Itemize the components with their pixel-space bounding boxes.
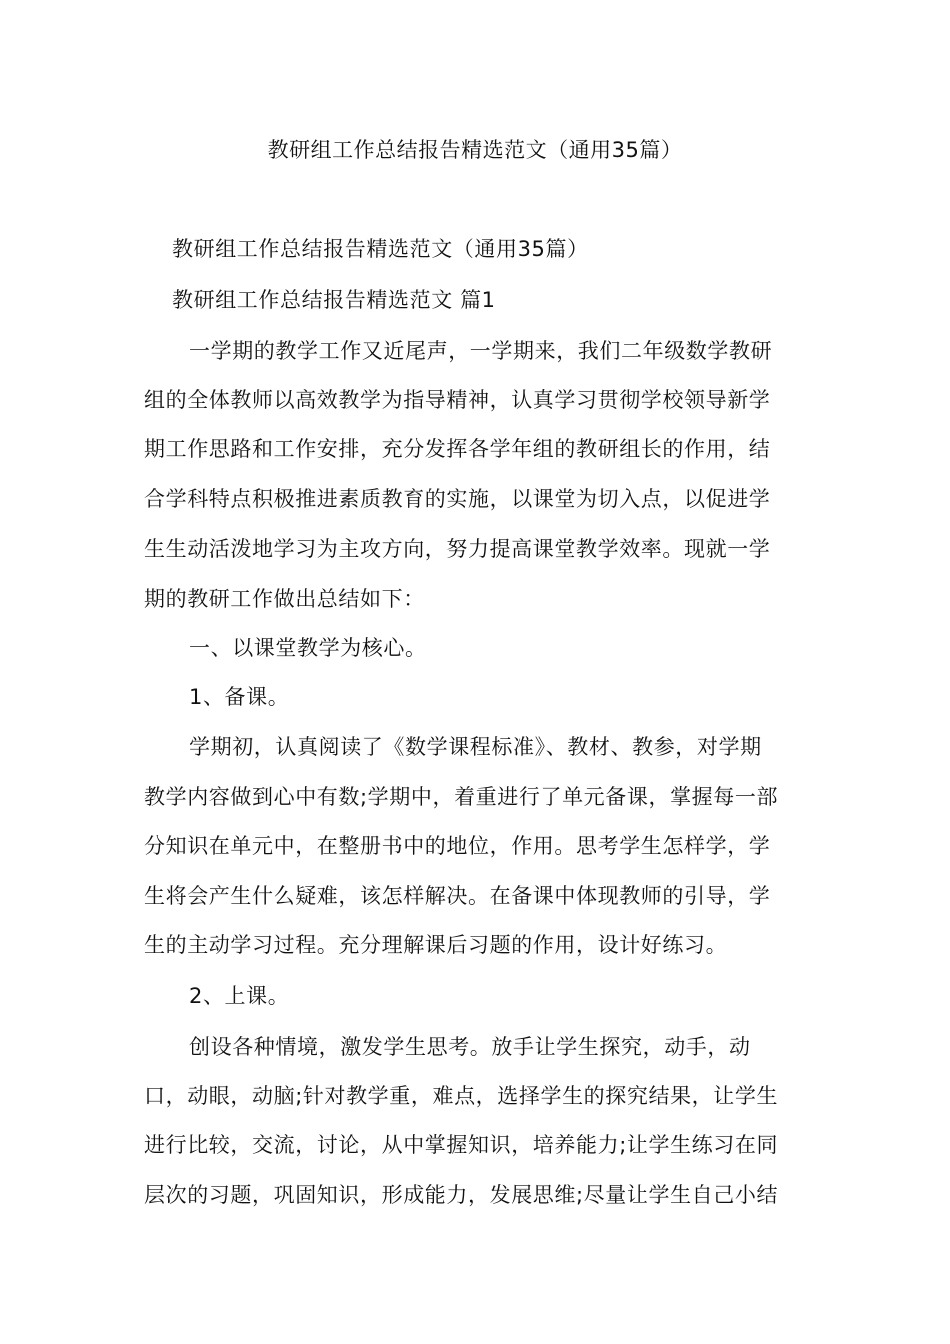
paragraph-line: 期工作思路和工作安排，充分发挥各学年组的教研组长的作用，结 (144, 437, 771, 461)
document-subtitle: 教研组工作总结报告精选范文（通用35篇） (172, 237, 589, 261)
paragraph-line: 分知识在单元中，在整册书中的地位，作用。思考学生怎样学，学 (144, 834, 771, 858)
paragraph-line: 创设各种情境，激发学生思考。放手让学生探究，动手，动 (189, 1035, 751, 1059)
paragraph-line: 期的教研工作做出总结如下： (144, 587, 425, 611)
paragraph-line: 口，动眼，动脑;针对教学重，难点，选择学生的探究结果，让学生 (144, 1084, 779, 1108)
section-heading: 教研组工作总结报告精选范文 篇1 (172, 288, 496, 312)
paragraph-line: 生的主动学习过程。充分理解课后习题的作用，设计好练习。 (144, 933, 728, 957)
paragraph-line: 合学科特点积极推进素质教育的实施，以课堂为切入点，以促进学 (144, 487, 771, 511)
paragraph-line: 教学内容做到心中有数;学期中，着重进行了单元备课，掌握每一部 (144, 785, 779, 809)
paragraph-line: 学期初，认真阅读了《数学课程标准》、教材、教参，对学期 (189, 735, 762, 759)
subsection-item: 1、备课。 (189, 685, 290, 709)
paragraph-line: 层次的习题，巩固知识，形成能力，发展思维;尽量让学生自己小结 (144, 1183, 779, 1207)
paragraph-line: 进行比较，交流，讨论，从中掌握知识，培养能力;让学生练习在同 (144, 1133, 779, 1157)
paragraph-line: 组的全体教师以高效教学为指导精神，认真学习贯彻学校领导新学 (144, 388, 771, 412)
subsection-item: 2、上课。 (189, 984, 290, 1008)
document-title: 教研组工作总结报告精选范文（通用35篇） (267, 138, 683, 162)
paragraph-line: 生生动活泼地学习为主攻方向，努力提高课堂教学效率。现就一学 (144, 537, 771, 561)
paragraph-line: 生将会产生什么疑难，该怎样解决。在备课中体现教师的引导，学 (144, 884, 771, 908)
section-item: 一、以课堂教学为核心。 (189, 636, 427, 660)
paragraph-line: 一学期的教学工作又近尾声，一学期来，我们二年级数学教研 (189, 339, 773, 363)
